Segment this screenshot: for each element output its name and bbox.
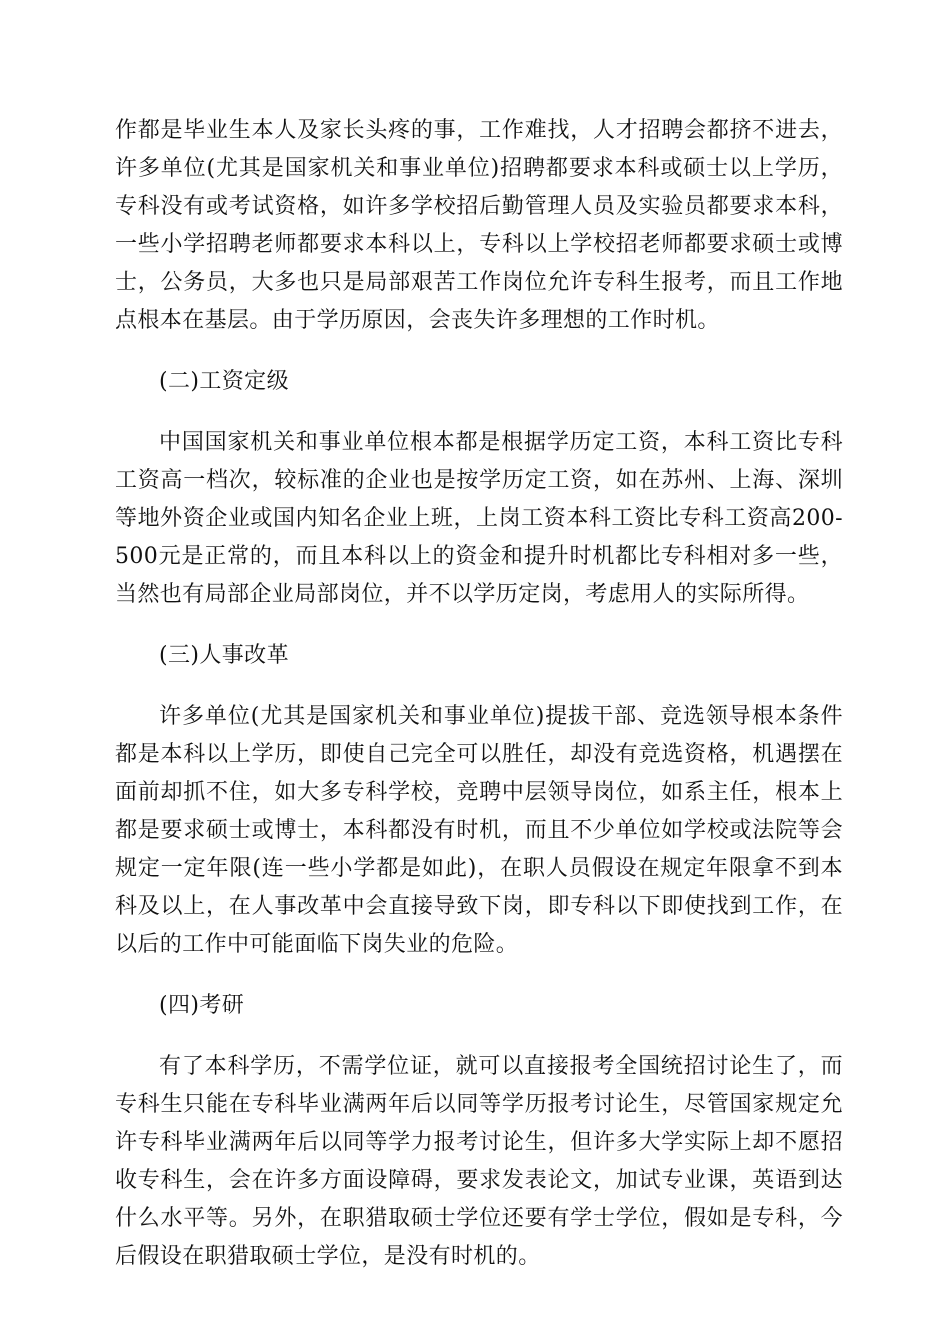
paragraph-salary-grading: 中国国家机关和事业单位根本都是根据学历定工资，本科工资比专科工资高一档次，较标准的企业也是按学历定工资，如在苏州、上海、深圳等地外资企业或国内知名企业上班，上岗工资本科工资比专科工资高200-500元是正常的，而且本科以上的资金和提升时机都比专科相对多一些，当然也有局部企业局部岗位，并不以学历定岗，考虑用人的实际所得。 — [115, 430, 843, 607]
paragraph-employment: 作都是毕业生本人及家长头疼的事，工作难找，人才招聘会都挤不进去，许多单位(尤其是国家机关和事业单位)招聘都要求本科或硕士以上学历，专科没有或考试资格，如许多学校招后勤管理人员及实验员都要求本科，一些小学招聘老师都要求本科以上，专科以上学校招老师都要求硕士或博士，公务员，大多也只是局部艰苦工作岗位允许专科生报考，而且工作地点根本在基层。由于学历原因，会丧失许多理想的工作时机。 — [115, 118, 843, 333]
heading-graduate-exam: (四)考研 — [159, 993, 245, 1018]
paragraph-personnel-reform: 许多单位(尤其是国家机关和事业单位)提拔干部、竞选领导根本条件都是本科以上学历，即使自己完全可以胜任，却没有竞选资格，机遇摆在面前却抓不住，如大多专科学校，竞聘中层领导岗位，如系主任，根本上都是要求硕士或博士，本科都没有时机，而且不少单位如学校或法院等会规定一定年限(连一些小学都是如此)，在职人员假设在规定年限拿不到本科及以上，在人事改革中会直接导致下岗，即专科以下即使找到工作，在以后的工作中可能面临下岗失业的危险。 — [115, 704, 843, 957]
heading-personnel-reform: (三)人事改革 — [159, 643, 289, 668]
heading-salary-grading: (二)工资定级 — [159, 369, 289, 394]
document-body — [115, 112, 843, 1299]
paragraph-graduate-exam: 有了本科学历，不需学位证，就可以直接报考全国统招讨论生了，而专科生只能在专科毕业满两年后以同等学历报考讨论生，尽管国家规定允许专科毕业满两年后以同等学力报考讨论生，但许多大学实际上却不愿招收专科生，会在许多方面设障碍，要求发表论文，加试专业课，英语到达什么水平等。另外，在职猎取硕士学位还要有学士学位，假如是专科，今后假设在职猎取硕士学位，是没有时机的。 — [115, 1054, 843, 1269]
